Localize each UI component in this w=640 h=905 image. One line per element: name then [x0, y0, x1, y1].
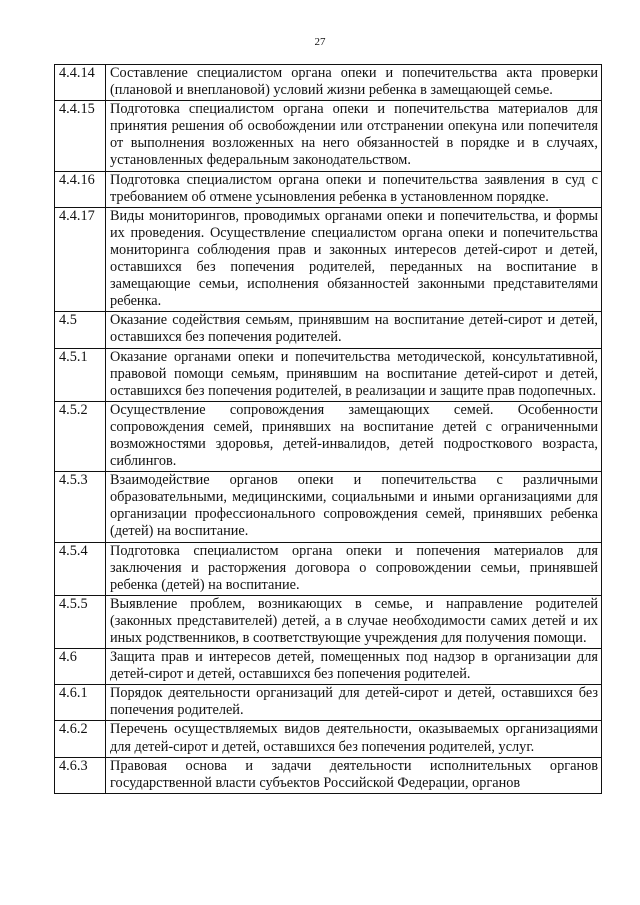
section-number: 4.6: [55, 649, 106, 685]
table-row: [55, 207, 602, 312]
section-text: Оказание содействия семьям, принявшим на воспитание детей-сирот и детей, оставшихся без попечения родителей.: [106, 312, 602, 348]
section-text: Подготовка специалистом органа опеки и попечительства заявления в суд с требованием об отмене усыновления ребенка в установленном порядке.: [106, 171, 602, 207]
section-number: 4.4.14: [55, 65, 106, 101]
page-number: 27: [314, 36, 326, 48]
section-text: Подготовка специалистом органа опеки и попечения материалов для заключения и расторжения договора о сопровождении семьи, принявшей ребенка (детей) на воспитание.: [106, 542, 602, 595]
section-text: Взаимодействие органов опеки и попечительства с различными образовательными, медицинскими, социальными и иными организациями для организации профессионального сопровождения семей, принявших ребенка (детей) на воспитание.: [106, 472, 602, 542]
section-text: Подготовка специалистом органа опеки и попечительства материалов для принятия решения об освобождении или отстранении опекуна или попечителя от выполнения возложенных на него обязанностей в порядке и в случаях, установленных федеральным законодательством.: [106, 101, 602, 171]
table-row: [55, 685, 602, 721]
section-number: 4.4.17: [55, 207, 106, 312]
table-row: [55, 542, 602, 595]
section-text: Перечень осуществляемых видов деятельности, оказываемых организациями для детей-сирот и детей, оставшихся без попечения родителей, услуг.: [106, 721, 602, 757]
section-text: Правовая основа и задачи деятельности исполнительных органов государственной власти субъектов Российской Федерации, органов: [106, 757, 602, 793]
section-number: 4.5.4: [55, 542, 106, 595]
table-row: [55, 101, 602, 171]
section-number: 4.6.1: [55, 685, 106, 721]
section-number: 4.6.3: [55, 757, 106, 793]
section-number: 4.4.15: [55, 101, 106, 171]
table-row: [55, 348, 602, 401]
section-text: Защита прав и интересов детей, помещенных под надзор в организации для детей-сирот и детей, оставшихся без попечения родителей.: [106, 649, 602, 685]
section-number: 4.5.2: [55, 401, 106, 471]
table-row: [55, 312, 602, 348]
section-text: Выявление проблем, возникающих в семье, и направление родителей (законных представителей) детей, а в случае необходимости самих детей и их иных родственников, в соответствующие учреждения для получения помощи.: [106, 595, 602, 648]
section-number: 4.5.1: [55, 348, 106, 401]
section-number: 4.5.3: [55, 472, 106, 542]
table-row: [55, 472, 602, 542]
table-row: [55, 171, 602, 207]
table-row: [55, 65, 602, 101]
section-text: Порядок деятельности организаций для детей-сирот и детей, оставшихся без попечения родителей.: [106, 685, 602, 721]
section-number: 4.5.5: [55, 595, 106, 648]
section-number: 4.5: [55, 312, 106, 348]
section-text: Составление специалистом органа опеки и попечительства акта проверки (плановой и внеплановой) условий жизни ребенка в замещающей семье.: [106, 65, 602, 101]
section-text: Оказание органами опеки и попечительства методической, консультативной, правовой помощи семьям, принявшим на воспитание детей-сирот и детей, оставшихся без попечения родителей, в реализации и защите прав подопечных.: [106, 348, 602, 401]
table-row: [55, 757, 602, 793]
section-number: 4.6.2: [55, 721, 106, 757]
curriculum-table: [54, 64, 602, 794]
section-number: 4.4.16: [55, 171, 106, 207]
table-row: [55, 401, 602, 471]
section-text: Осуществление сопровождения замещающих семей. Особенности сопровождения семей, принявших на воспитание детей с ограниченными возможностями здоровья, детей-инвалидов, детей подросткового возраста, сиблингов.: [106, 401, 602, 471]
table-row: [55, 595, 602, 648]
table-row: [55, 649, 602, 685]
section-text: Виды мониторингов, проводимых органами опеки и попечительства, и формы их проведения. Осуществление специалистом органа опеки и попечительства мониторинга соблюдения прав и законных интересов детей-сирот и детей, оставшихся без попечения родителей, переданных на воспитание в замещающие семьи, исполнения обязанностей законными представителями ребенка.: [106, 207, 602, 312]
table-row: [55, 721, 602, 757]
